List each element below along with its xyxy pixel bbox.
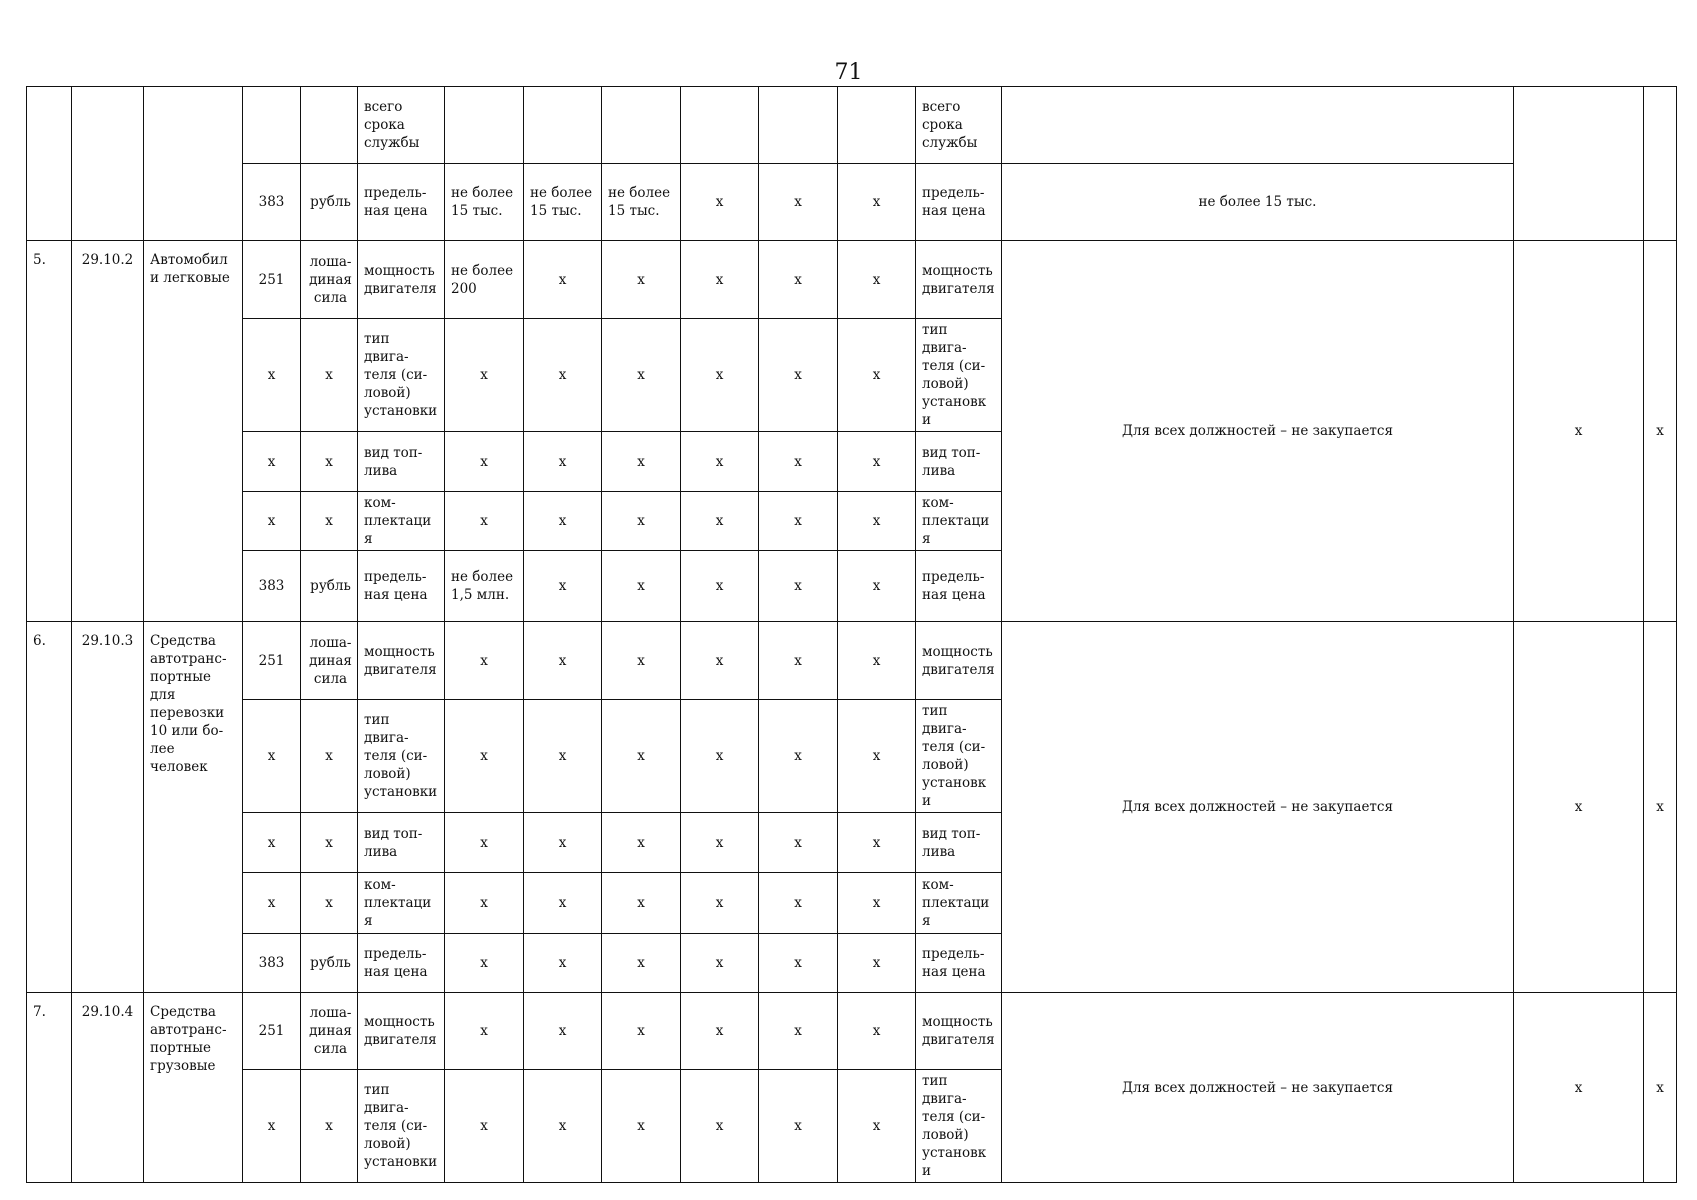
cell-characteristic: вид топ-лива bbox=[358, 432, 445, 492]
cell-value: х bbox=[759, 993, 838, 1070]
cell-characteristic-2: предель-ная цена bbox=[916, 934, 1002, 993]
cell-value: х bbox=[759, 622, 838, 700]
cell-characteristic-2: мощность двигателя bbox=[916, 241, 1002, 319]
cell-value: х bbox=[838, 993, 916, 1070]
cell-value: х bbox=[759, 934, 838, 993]
cell-extra: х bbox=[1514, 241, 1644, 622]
cell-value: не более 1,5 млн. bbox=[445, 551, 524, 622]
cell-value: х bbox=[445, 993, 524, 1070]
cell-value: х bbox=[838, 241, 916, 319]
cell-characteristic: вид топ-лива bbox=[358, 813, 445, 873]
cell-value: х bbox=[838, 700, 916, 813]
table-row bbox=[27, 87, 1677, 164]
cell-okpd: 29.10.2 bbox=[72, 241, 144, 622]
cell-value: х bbox=[445, 319, 524, 432]
cell-characteristic-2: мощность двигателя bbox=[916, 622, 1002, 700]
cell-value: х bbox=[838, 813, 916, 873]
cell-characteristic: мощность двигателя bbox=[358, 241, 445, 319]
cell-unit: лоша-диная сила bbox=[301, 622, 358, 700]
cell-value-wide: не более 15 тыс. bbox=[1002, 164, 1514, 241]
cell-value: х bbox=[759, 551, 838, 622]
cell-extra: х bbox=[1644, 241, 1677, 622]
cell-code: 251 bbox=[243, 993, 301, 1070]
cell-value: х bbox=[681, 1070, 759, 1183]
table-row bbox=[27, 622, 1677, 700]
cell-code: х bbox=[243, 492, 301, 551]
cell-num bbox=[27, 87, 72, 241]
cell-value: х bbox=[524, 993, 602, 1070]
cell-value: х bbox=[602, 319, 681, 432]
cell-value: х bbox=[838, 319, 916, 432]
cell-characteristic: тип двига-теля (си-ловой) установки bbox=[358, 319, 445, 432]
cell-code: х bbox=[243, 432, 301, 492]
cell-value: х bbox=[681, 700, 759, 813]
cell-value: х bbox=[838, 164, 916, 241]
cell-okpd: 29.10.4 bbox=[72, 993, 144, 1183]
cell-extra: х bbox=[1644, 622, 1677, 993]
cell-characteristic: ком-плектация bbox=[358, 492, 445, 551]
cell-characteristic-2: мощность двигателя bbox=[916, 993, 1002, 1070]
cell-unit: х bbox=[301, 873, 358, 934]
cell-value: х bbox=[445, 813, 524, 873]
cell-code: х bbox=[243, 813, 301, 873]
cell-value: х bbox=[838, 622, 916, 700]
cell-value: х bbox=[524, 492, 602, 551]
cell-unit: рубль bbox=[301, 551, 358, 622]
cell-value: х bbox=[759, 492, 838, 551]
cell-value: х bbox=[524, 700, 602, 813]
cell-value: х bbox=[524, 432, 602, 492]
cell-value: х bbox=[602, 700, 681, 813]
cell-value bbox=[759, 87, 838, 164]
cell-value: х bbox=[602, 551, 681, 622]
cell-value: не более 15 тыс. bbox=[602, 164, 681, 241]
cell-value: х bbox=[681, 319, 759, 432]
cell-value: х bbox=[524, 1070, 602, 1183]
cell-value: х bbox=[602, 1070, 681, 1183]
cell-unit: лоша-диная сила bbox=[301, 241, 358, 319]
cell-unit: х bbox=[301, 432, 358, 492]
cell-characteristic: мощность двигателя bbox=[358, 993, 445, 1070]
cell-value: х bbox=[602, 622, 681, 700]
cell-characteristic-2: тип двига-теля (си-ловой) установки bbox=[916, 319, 1002, 432]
cell-extra bbox=[1644, 87, 1677, 241]
cell-characteristic: предель-ная цена bbox=[358, 164, 445, 241]
cell-value: х bbox=[445, 934, 524, 993]
cell-characteristic: ком-плектация bbox=[358, 873, 445, 934]
cell-value bbox=[838, 87, 916, 164]
cell-value-wide: Для всех должностей – не закупается bbox=[1002, 622, 1514, 993]
cell-value: х bbox=[681, 813, 759, 873]
cell-unit: х bbox=[301, 700, 358, 813]
cell-value: х bbox=[681, 873, 759, 934]
page-number: 71 bbox=[834, 60, 863, 85]
cell-value: х bbox=[759, 700, 838, 813]
cell-value: не более 15 тыс. bbox=[445, 164, 524, 241]
cell-num: 6. bbox=[27, 622, 72, 993]
cell-value bbox=[445, 87, 524, 164]
cell-characteristic-2: предель-ная цена bbox=[916, 164, 1002, 241]
cell-code: 251 bbox=[243, 241, 301, 319]
cell-value: х bbox=[445, 873, 524, 934]
cell-value: х bbox=[681, 241, 759, 319]
cell-characteristic-2: ком-плектация bbox=[916, 492, 1002, 551]
cell-value: х bbox=[602, 934, 681, 993]
cell-code bbox=[243, 87, 301, 164]
cell-value: х bbox=[681, 622, 759, 700]
cell-characteristic-2: тип двига-теля (си-ловой) установки bbox=[916, 1070, 1002, 1183]
cell-okpd bbox=[72, 87, 144, 241]
cell-unit: рубль bbox=[301, 164, 358, 241]
cell-num: 7. bbox=[27, 993, 72, 1183]
cell-characteristic: тип двига-теля (си-ловой) установки bbox=[358, 1070, 445, 1183]
cell-value: х bbox=[602, 993, 681, 1070]
cell-value: х bbox=[524, 934, 602, 993]
cell-name: Средства автотранс-портные для перевозки 10 или бо-лее человек bbox=[144, 622, 243, 993]
cell-value: х bbox=[838, 432, 916, 492]
table-row bbox=[27, 241, 1677, 319]
cell-value bbox=[524, 87, 602, 164]
cell-value: х bbox=[524, 813, 602, 873]
cell-characteristic: всего срока службы bbox=[358, 87, 445, 164]
cell-value-wide: Для всех должностей – не закупается bbox=[1002, 241, 1514, 622]
cell-value-wide: Для всех должностей – не закупается bbox=[1002, 993, 1514, 1183]
cell-value: х bbox=[681, 432, 759, 492]
cell-value: х bbox=[602, 432, 681, 492]
cell-unit: х bbox=[301, 1070, 358, 1183]
cell-value: х bbox=[759, 241, 838, 319]
cell-value: х bbox=[445, 622, 524, 700]
cell-value: х bbox=[681, 164, 759, 241]
cell-value: х bbox=[602, 241, 681, 319]
cell-name bbox=[144, 87, 243, 241]
cell-characteristic-2: вид топ-лива bbox=[916, 813, 1002, 873]
cell-okpd: 29.10.3 bbox=[72, 622, 144, 993]
cell-value: х bbox=[445, 700, 524, 813]
cell-value: х bbox=[681, 993, 759, 1070]
cell-code: х bbox=[243, 700, 301, 813]
cell-unit: х bbox=[301, 813, 358, 873]
cell-value: х bbox=[524, 622, 602, 700]
cell-value-wide bbox=[1002, 87, 1514, 164]
cell-value: х bbox=[524, 551, 602, 622]
cell-name: Автомобили легковые bbox=[144, 241, 243, 622]
cell-extra bbox=[1514, 87, 1644, 241]
cell-value: х bbox=[838, 551, 916, 622]
cell-code: х bbox=[243, 873, 301, 934]
cell-value: х bbox=[838, 873, 916, 934]
cell-num: 5. bbox=[27, 241, 72, 622]
cell-value: х bbox=[759, 1070, 838, 1183]
cell-unit: х bbox=[301, 319, 358, 432]
cell-extra: х bbox=[1514, 622, 1644, 993]
cell-value: х bbox=[759, 432, 838, 492]
cell-value: х bbox=[681, 934, 759, 993]
table-row bbox=[27, 993, 1677, 1070]
cell-value: х bbox=[681, 492, 759, 551]
cell-value: х bbox=[445, 1070, 524, 1183]
cell-value: х bbox=[759, 873, 838, 934]
cell-unit: рубль bbox=[301, 934, 358, 993]
cell-code: 383 bbox=[243, 551, 301, 622]
cell-characteristic-2: ком-плектация bbox=[916, 873, 1002, 934]
cell-value bbox=[602, 87, 681, 164]
cell-characteristic-2: тип двига-теля (си-ловой) установки bbox=[916, 700, 1002, 813]
cell-unit: х bbox=[301, 492, 358, 551]
cell-value: х bbox=[524, 319, 602, 432]
cell-value: х bbox=[681, 551, 759, 622]
cell-unit: лоша-диная сила bbox=[301, 993, 358, 1070]
cell-value: х bbox=[759, 164, 838, 241]
cell-extra: х bbox=[1644, 993, 1677, 1183]
requirements-table bbox=[26, 86, 1677, 1183]
cell-value: х bbox=[602, 492, 681, 551]
cell-value: х bbox=[838, 1070, 916, 1183]
cell-value: х bbox=[445, 492, 524, 551]
cell-unit bbox=[301, 87, 358, 164]
cell-value: х bbox=[524, 241, 602, 319]
cell-characteristic-2: всего срока службы bbox=[916, 87, 1002, 164]
table-row bbox=[27, 164, 1677, 241]
cell-characteristic: мощность двигателя bbox=[358, 622, 445, 700]
cell-value: х bbox=[602, 873, 681, 934]
cell-value: не более 200 bbox=[445, 241, 524, 319]
cell-characteristic: тип двига-теля (си-ловой) установки bbox=[358, 700, 445, 813]
cell-extra: х bbox=[1514, 993, 1644, 1183]
cell-name: Средства автотранс-портные грузовые bbox=[144, 993, 243, 1183]
cell-code: 251 bbox=[243, 622, 301, 700]
cell-value: х bbox=[445, 432, 524, 492]
cell-value: х bbox=[759, 813, 838, 873]
cell-code: х bbox=[243, 1070, 301, 1183]
cell-code: х bbox=[243, 319, 301, 432]
cell-value: х bbox=[838, 492, 916, 551]
cell-value: х bbox=[838, 934, 916, 993]
cell-characteristic-2: предель-ная цена bbox=[916, 551, 1002, 622]
cell-code: 383 bbox=[243, 934, 301, 993]
cell-value: х bbox=[524, 873, 602, 934]
cell-code: 383 bbox=[243, 164, 301, 241]
cell-characteristic: предель-ная цена bbox=[358, 934, 445, 993]
cell-characteristic-2: вид топ-лива bbox=[916, 432, 1002, 492]
cell-value: х bbox=[602, 813, 681, 873]
cell-value bbox=[681, 87, 759, 164]
cell-characteristic: предель-ная цена bbox=[358, 551, 445, 622]
cell-value: х bbox=[759, 319, 838, 432]
cell-value: не более 15 тыс. bbox=[524, 164, 602, 241]
